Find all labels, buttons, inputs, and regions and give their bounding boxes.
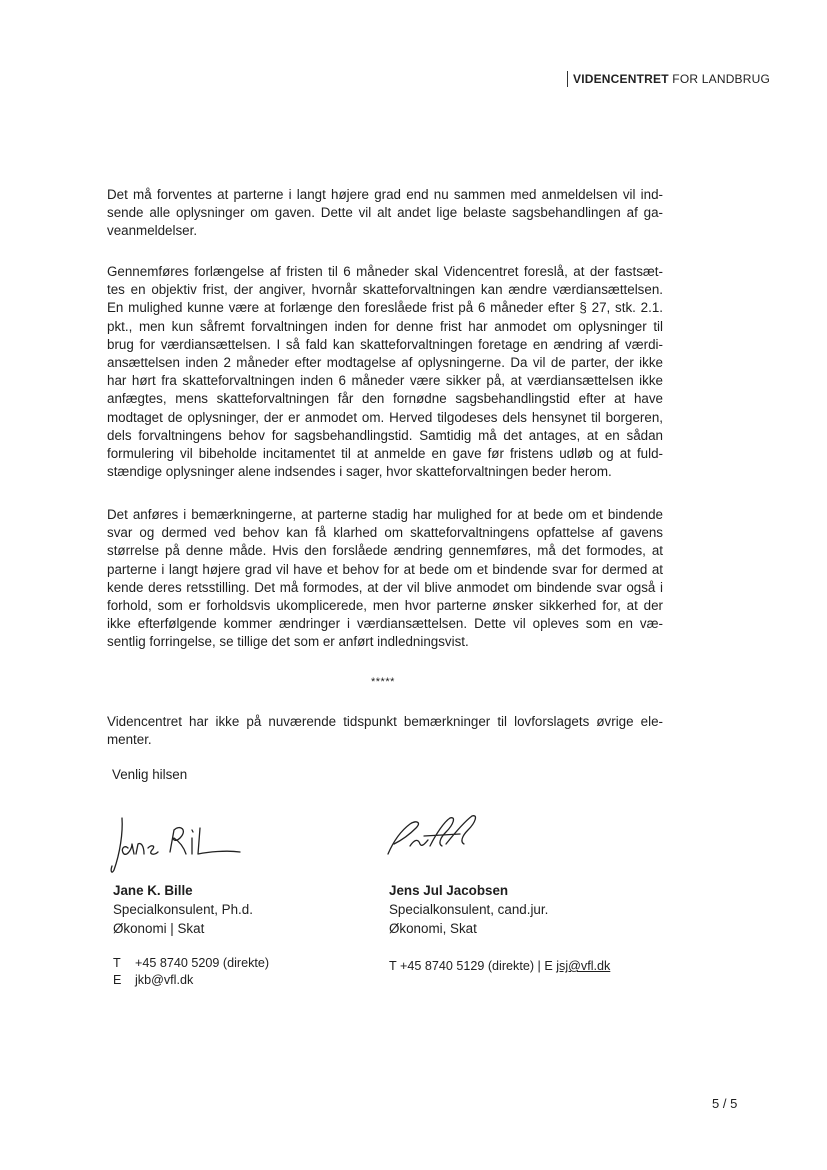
paragraph-line: Det anføres i bemærkningerne, at parterne stadig har mulighed for at bede om et bindende [107,507,663,522]
paragraph-line: størrelse på denne måde. Hvis den forslåede ændring gennemføres, må det formodes, at [107,543,663,559]
signatory-jens [389,881,548,938]
signatory-title: Specialkonsulent, cand.jur. [389,902,549,917]
paragraph-line: sentlig forringelse, se tillige det som er anført indledningsvist. [107,634,469,650]
contact-jens [389,958,610,975]
paragraph-2 [107,263,663,481]
paragraph-line: Gennemføres forlængelse af fristen til 6 måneder skal Videncentret foreslå, at der fastsæt- [107,264,663,279]
paragraph-line: har hørt fra skatteforvaltningen inden 6 måneder være sikker på, at værdiansættelsen ikke [107,373,663,389]
paragraph-line: anfægtes, mens skatteforvaltningen får den fornødne sagsbehandlingstid efter at have [107,391,663,407]
paragraph-1 [107,186,663,241]
signatory-name: Jens Jul Jacobsen [389,883,509,898]
paragraph-line: sende alle oplysninger om gaven. Dette vil alt andet lige belaste sagsbehandlingen af ga- [107,205,663,221]
phone-number: +45 8740 5209 (direkte) [135,956,270,970]
brand-header [567,71,770,87]
signatory-department: Økonomi, Skat [389,921,477,936]
paragraph-line: veanmeldelser. [107,223,198,239]
paragraph-line: ansættelsen inden 2 måneder efter modtagelse af oplysningerne. Da vil de parter, der ikke [107,355,663,371]
paragraph-line: modtaget de oplysninger, der er anmodet om. Herved tilgodeses dels hensynet til borgeren, [107,409,663,425]
closing-salutation: Venlig hilsen [112,767,188,782]
paragraph-line: stændige oplysninger alene indsendes i sager, hvor skatteforvaltningen beder herom. [107,464,612,480]
brand-bold: VIDENCENTRET [573,72,669,86]
paragraph-line: En mulighed kunne være at forlænge den foreslåede frist på 6 måneder efter § 27, stk. 2.1. [107,300,663,316]
paragraph-line: ikke efterfølgende kommer ændringer i værdiansættelsen. Dette vil opleves som en væ- [107,616,663,632]
contact-jane [113,955,269,989]
email-address[interactable]: jkb@vfl.dk [135,973,194,987]
paragraph-line: kende deres retsstilling. Det må formodes, at der vil blive anmodet om bindende svar også i [107,579,663,595]
email-link[interactable]: jsj@vfl.dk [556,959,611,973]
section-separator: ***** [371,676,395,688]
signatory-jane [113,881,253,938]
paragraph-3 [107,506,663,652]
paragraph-line: formulering vil bibeholde incitamentet til at anmelde en gave før fristens udløb og at fuld- [107,446,663,462]
signatory-title: Specialkonsulent, Ph.d. [113,902,253,917]
page-number: 5 / 5 [712,1096,738,1111]
paragraph-line: pkt., men kun såfremt forvaltningen inden for denne frist har anmodet om oplysninger til [107,318,663,334]
paragraph-line: parterne i langt højere grad vil have et behov for at bede om et bindende svar for dermed at [107,561,663,577]
paragraph-line: menter. [107,732,152,748]
paragraph-line: svar og dermed ved behov kan få klarhed om skatteforvaltningens opfattelse af gavens [107,525,663,541]
email-label: E [113,973,122,987]
brand-rest: FOR LANDBRUG [668,72,771,86]
paragraph-line: forhold, som er forholdsvis ukomplicerede, men hvor parterne ønsker sikkerhed for, at der [107,598,663,614]
paragraph-line: Videncentret har ikke på nuværende tidspunkt bemærkninger til lovforslagets øvrige ele- [107,714,663,729]
signatory-department: Økonomi | Skat [113,921,205,936]
signatory-name: Jane K. Bille [113,883,193,898]
phone-label: T [113,956,121,970]
paragraph-line: Det må forventes at parterne i langt højere grad end nu sammen med anmeldelsen vil ind- [107,187,663,202]
paragraph-4 [107,713,663,749]
paragraph-line: tes en objektiv frist, der angiver, hvornår skatteforvaltningen kan ændre værdiansættelsen. [107,282,663,298]
paragraph-line: dels forvaltningens behov for sagsbehandlingstid. Samtidig må det antages, at en sådan [107,427,663,443]
paragraph-line: brug for værdiansættelsen. I så fald kan skatteforvaltningen foretage en ændring af værdi- [107,336,663,352]
contact-line: T +45 8740 5129 (direkte) | E [389,959,557,973]
handwritten-signature-jens [380,810,490,862]
handwritten-signature-jane [108,808,248,880]
